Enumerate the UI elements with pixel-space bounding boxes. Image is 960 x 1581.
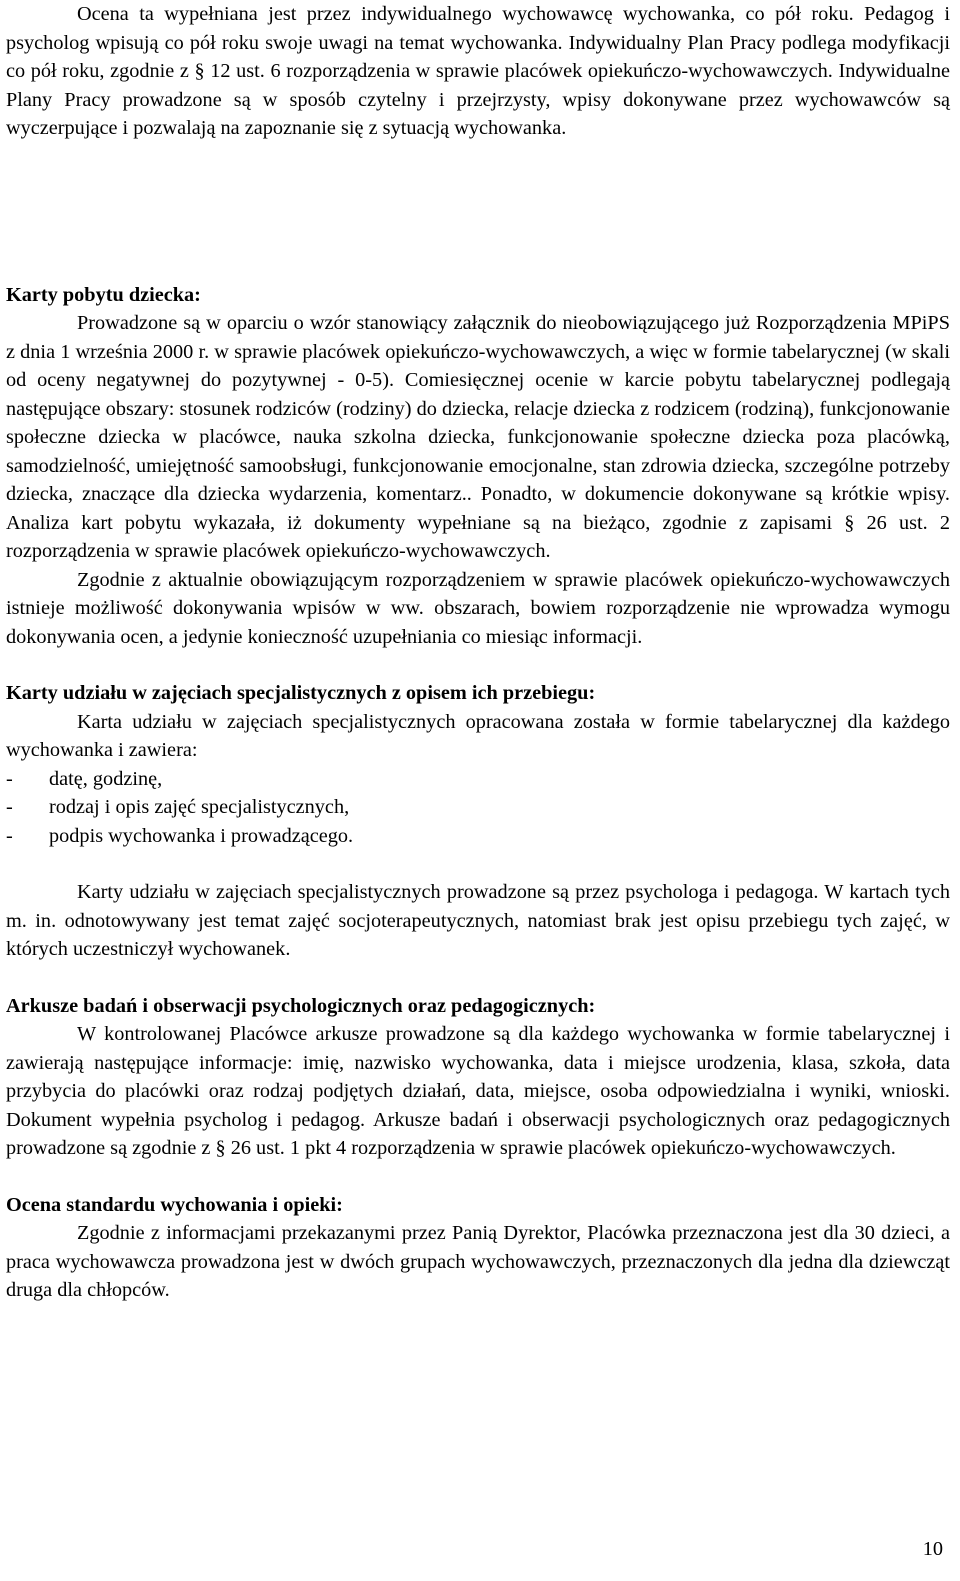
list-dash: -	[6, 796, 13, 818]
section-paragraph: Zgodnie z aktualnie obowiązującym rozporządzeniem w sprawie placówek opiekuńczo-wychowawczych istnieje możliwość dokonywania wpisów w ww. obszarach, bowiem rozporządzenie nie wprowadza wymogu dokonywania ocen, a jedynie konieczność uzupełniania co miesiąc informacji.	[6, 568, 950, 648]
list-item-text: rodzaj i opis zajęć specjalistycznych,	[49, 796, 350, 818]
section-karty-pobytu	[6, 281, 950, 652]
list-item	[6, 765, 950, 794]
bullet-list	[6, 765, 950, 851]
section-paragraph: Prowadzone są w oparciu o wzór stanowiący załącznik do nieobowiązującego już Rozporządzenia MPiPS z dnia 1 września 2000 r. w sprawie placówek opiekuńczo-wychowawczych, a więc w formie tabelarycznej (w skali od oceny negatywnej do pozytywnej - 0-5). Comiesięcznej ocenie w karcie pobytu tabelarycznej podlegają następujące obszary: stosunek rodziców (rodziny) do dziecka, relacje dziecka z rodzicem (rodziną), funkcjonowanie społeczne dziecka w placówce, nauka szkolna dziecka, funkcjonowanie społeczne dziecka poza placówką, samodzielność, umiejętność samoobsługi, funkcjonowanie emocjonalne, stan zdrowia dziecka, szczególne potrzeby dziecka, znaczące dla dziecka wydarzenia, komentarz.. Ponadto, w dokumencie dokonywane są krótkie wpisy. Analiza kart pobytu wykazała, iż dokumenty wypełniane są na bieżąco, zgodnie z zapisami § 26 ust. 2 rozporządzenia w sprawie placówek opiekuńczo-wychowawczych.	[6, 312, 950, 562]
section-paragraph: Karty udziału w zajęciach specjalistycznych prowadzone są przez psychologa i pedagoga. W kartach tych m. in. odnotowywany jest temat zajęć socjoterapeutycznych, natomiast brak jest opisu przebiegu tych zajęć, w których uczestniczył wychowanek.	[6, 881, 950, 960]
page-number: 10	[922, 1538, 943, 1560]
intro-paragraph: Ocena ta wypełniana jest przez indywidualnego wychowawcę wychowanka, co pół roku. Pedagog i psycholog wpisują co pół roku swoje uwagi na temat wychowanka. Indywidualny Plan Pracy podlega modyfikacji co pół roku, zgodnie z § 12 ust. 6 rozporządzenia w sprawie placówek opiekuńczo-wychowawczych. Indywidualne Plany Pracy prowadzone są w sposób czytelny i przejrzysty, wpisy dokonywane przez wychowawców są wyczerpujące i pozwalają na zapoznanie się z sytuacją wychowanka.	[6, 3, 950, 139]
spacer	[6, 850, 950, 878]
list-item-text: podpis wychowanka i prowadzącego.	[49, 824, 354, 847]
section-heading: Karty udziału w zajęciach specjalistycznych z opisem ich przebiegu:	[6, 682, 596, 704]
section-heading: Karty pobytu dziecka:	[6, 283, 201, 306]
section-heading: Ocena standardu wychowania i opieki:	[6, 1193, 343, 1216]
spacer	[6, 964, 950, 992]
section-arkusze	[6, 992, 950, 1163]
list-item	[6, 793, 950, 822]
list-item-text: datę, godzinę,	[49, 767, 163, 790]
section-karty-udzialu	[6, 679, 950, 964]
spacer	[6, 1163, 950, 1191]
list-dash: -	[6, 767, 13, 790]
document-page	[6, 0, 950, 1305]
spacer	[6, 143, 950, 281]
section-paragraph: Karta udziału w zajęciach specjalistycznych opracowana została w formie tabelarycznej dla każdego wychowanka i zawiera:	[6, 710, 950, 761]
section-ocena-standardu	[6, 1191, 950, 1305]
list-item	[6, 822, 950, 851]
section-paragraph: W kontrolowanej Placówce arkusze prowadzone są dla każdego wychowanka w formie tabelarycznej i zawierają następujące informacje: imię, nazwisko wychowanka, data i miejsce urodzenia, klasa, szkoła, data przybycia do placówki oraz rodzaj podjętych działań, data, miejsce, osoba odpowiedzialna i wyniki, wnioski. Dokument wypełnia psycholog i pedagog. Arkusze badań i obserwacji psychologicznych oraz pedagogicznych prowadzone są zgodnie z § 26 ust. 1 pkt 4 rozporządzenia w sprawie placówek opiekuńczo-wychowawczych.	[6, 1023, 950, 1159]
list-dash: -	[6, 824, 13, 847]
spacer	[6, 651, 950, 679]
section-paragraph: Zgodnie z informacjami przekazanymi przez Panią Dyrektor, Placówka przeznaczona jest dla 30 dzieci, a praca wychowawcza prowadzona jest w dwóch grupach wychowawczych, przeznaczonych dla jedna dla dziewcząt druga dla chłopców.	[6, 1222, 950, 1301]
section-heading: Arkusze badań i obserwacji psychologicznych oraz pedagogicznych:	[6, 994, 596, 1017]
